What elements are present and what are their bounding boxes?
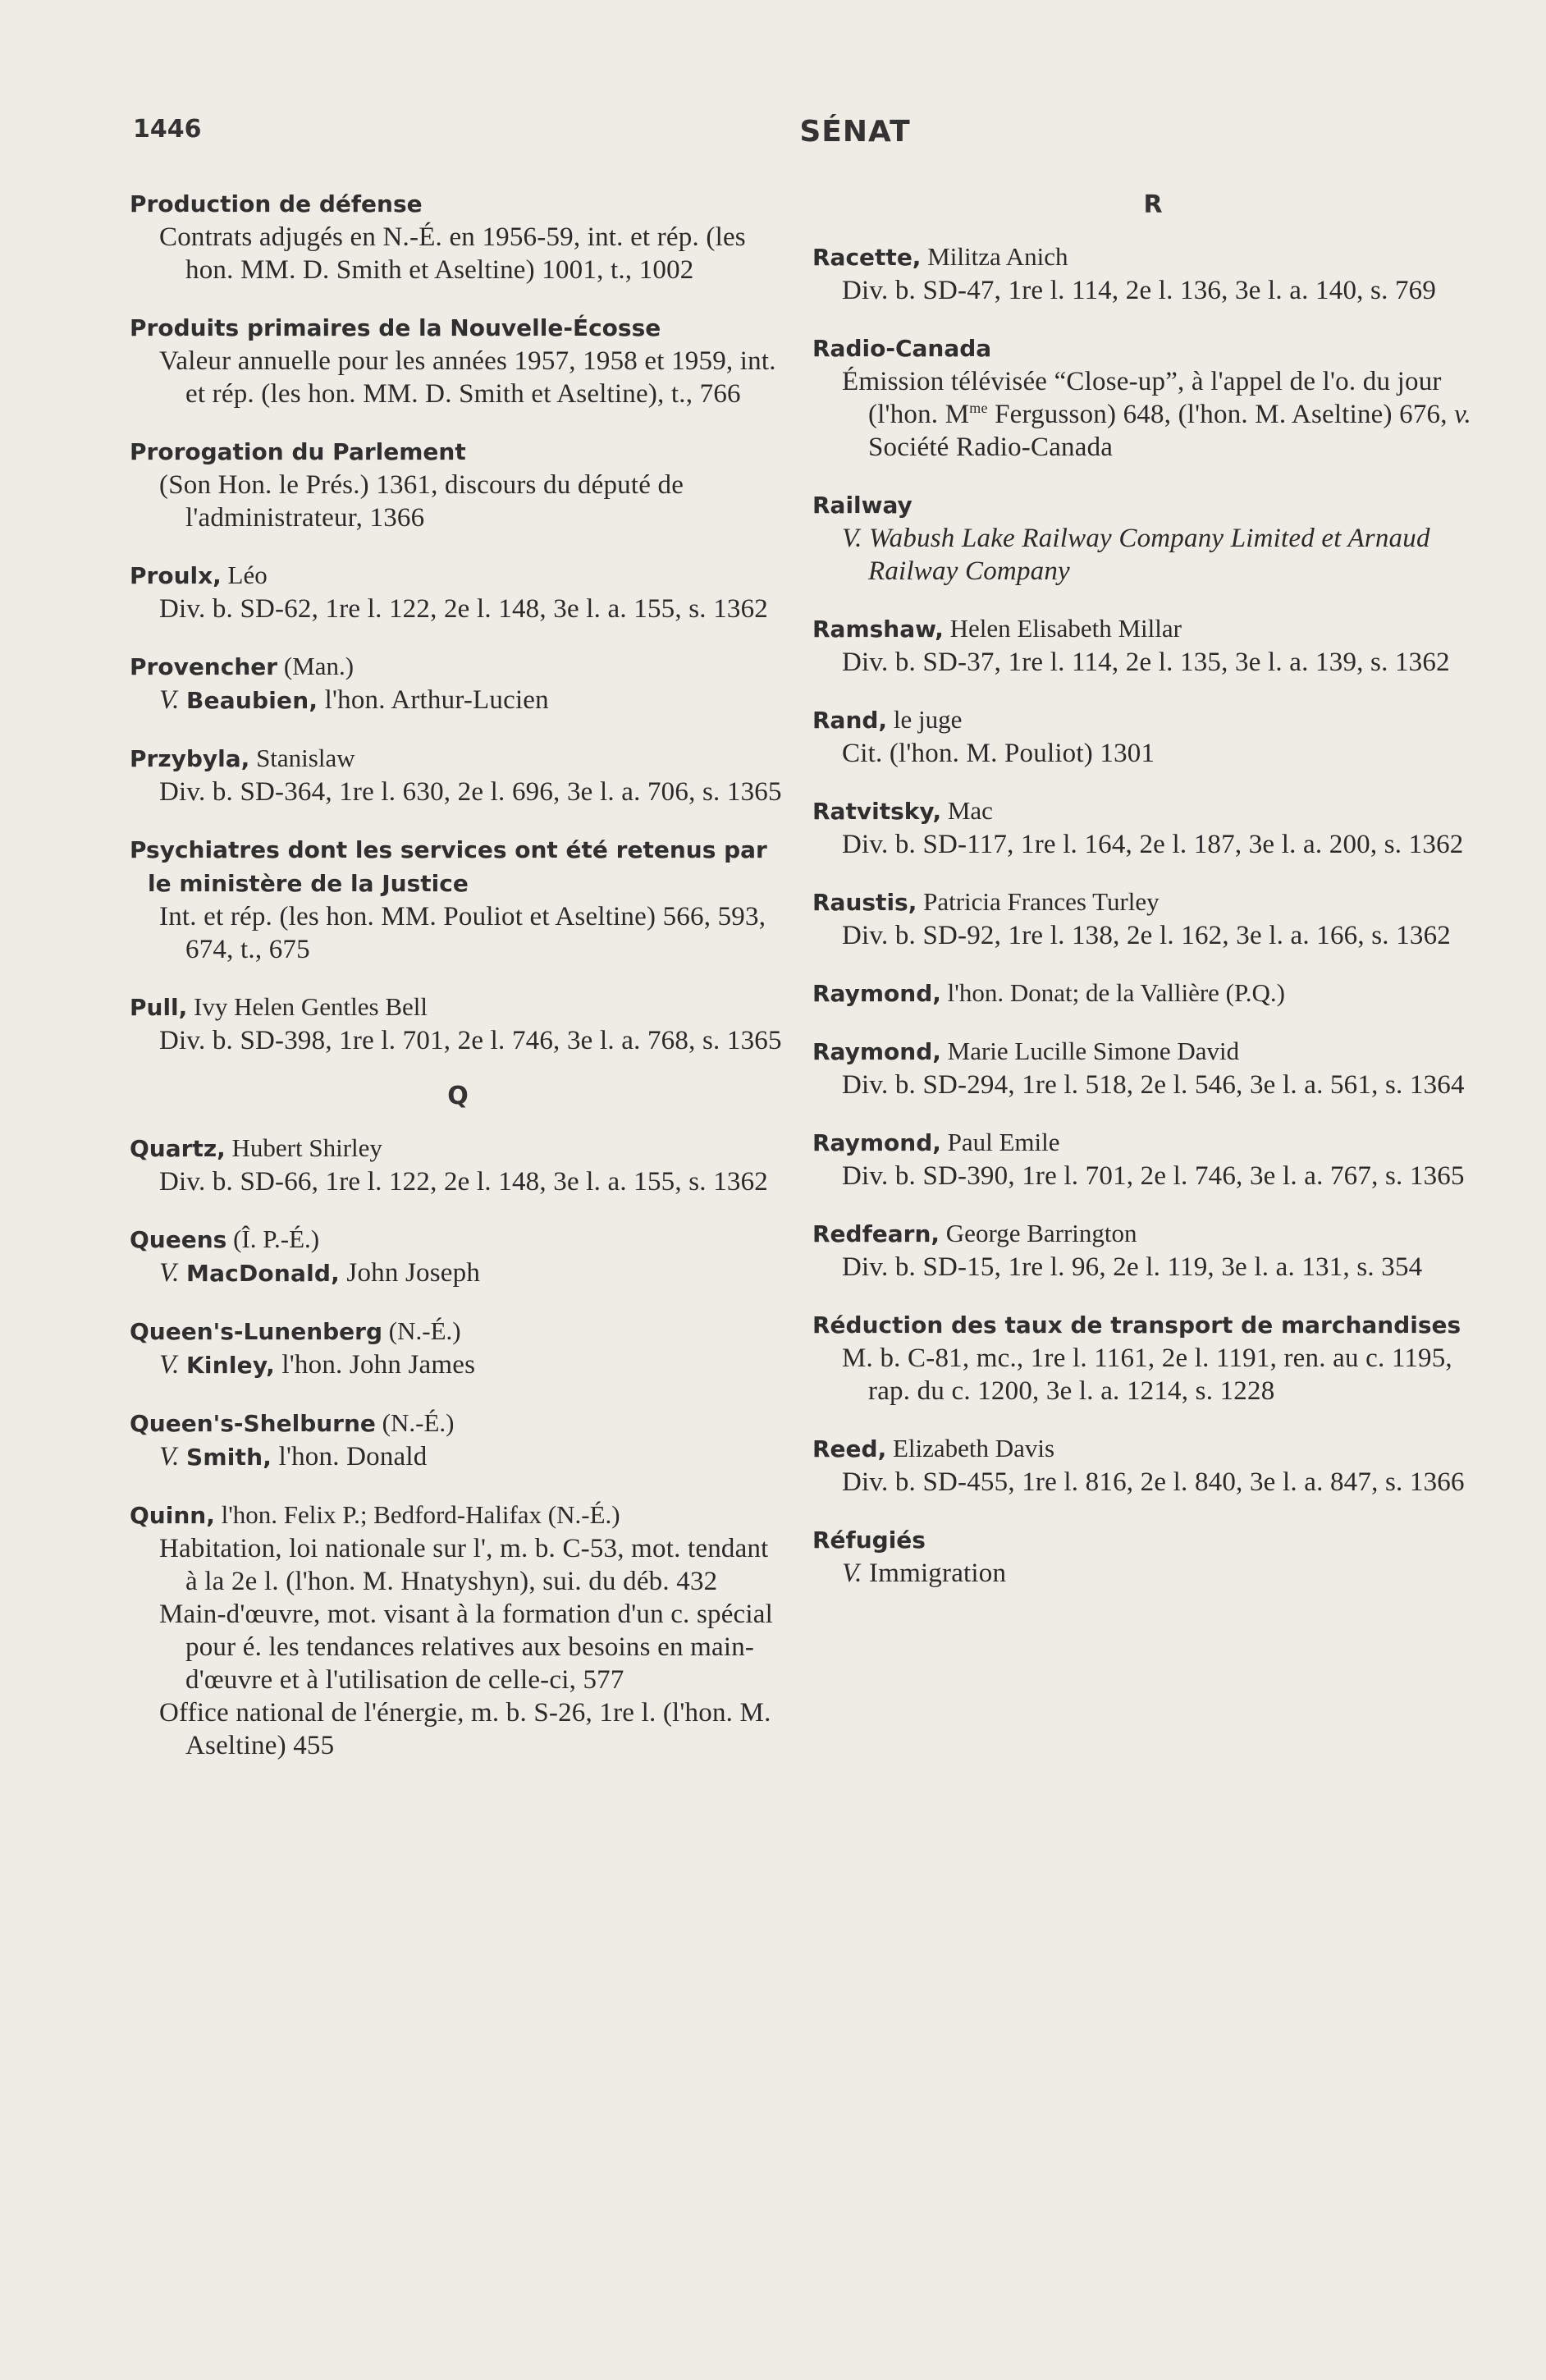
entry-heading: Redfearn, (812, 1220, 940, 1247)
entry-line: Div. b. SD-47, 1re l. 114, 2e l. 136, 3e l. a. 140, s. 769 (842, 276, 1437, 305)
cross-reference-name: MacDonald, (186, 1260, 340, 1287)
cross-reference-rest: l'hon. John James (274, 1350, 476, 1380)
entry-heading: Ratvitsky, (812, 798, 942, 825)
cross-reference-name: Beaubien, (186, 687, 318, 714)
cross-reference-name: Immigration (862, 1558, 1007, 1588)
running-title: SÉNAT (799, 115, 911, 149)
cross-reference-name: Smith, (186, 1444, 272, 1471)
see-label: V. (842, 1558, 862, 1588)
cross-reference (812, 1557, 1493, 1590)
entry-heading: Production de défense (130, 190, 423, 217)
entry-heading-name: l'hon. Felix P.; Bedford-Halifax (N.-É.) (214, 1500, 620, 1529)
see-label: V. (159, 1350, 180, 1380)
entry-heading: Radio-Canada (812, 335, 992, 362)
entry-heading: Rand, (812, 707, 888, 734)
entry-heading-name: (Î. P.-É.) (226, 1224, 320, 1253)
entry-line: Valeur annuelle pour les années 1957, 1958 et 1959, int. et rép. (les hon. MM. D. Smith et Aseltine), t., 766 (159, 346, 776, 409)
right-column (812, 187, 1493, 1614)
index-entry (130, 1315, 786, 1382)
entry-heading: Queen's-Shelburne (130, 1410, 376, 1437)
entry-heading: Reed, (812, 1435, 887, 1462)
index-entry (812, 1126, 1493, 1192)
entry-line: Div. b. SD-364, 1re l. 630, 2e l. 696, 3e l. a. 706, s. 1365 (159, 777, 782, 807)
entry-heading: Ramshaw, (812, 616, 944, 643)
entry-heading-name: Léo (221, 561, 268, 589)
index-entry (130, 742, 786, 808)
index-entry (130, 991, 786, 1057)
index-entry (812, 1432, 1493, 1499)
entry-heading: Proulx, (130, 562, 222, 589)
section-letter: Q (447, 1082, 469, 1110)
cross-reference-rest: John Joseph (339, 1258, 481, 1288)
entry-heading: Provencher (130, 653, 278, 680)
entry-heading-name: Elizabeth Davis (886, 1434, 1055, 1462)
cross-reference-rest: l'hon. Donald (272, 1442, 428, 1471)
entry-heading: Queens (130, 1226, 227, 1253)
entry-line: Div. b. SD-117, 1re l. 164, 2e l. 187, 3e l. a. 200, s. 1362 (842, 830, 1464, 859)
page-header (133, 115, 1479, 156)
index-entry (812, 794, 1493, 861)
index-entry (130, 833, 786, 966)
entry-heading-name: Marie Lucille Simone David (940, 1037, 1240, 1065)
section-letter: R (1143, 190, 1163, 219)
entry-line: M. b. C-81, mc., 1re l. 1161, 2e l. 1191, ren. au c. 1195, rap. du c. 1200, 3e l. a. 1214, s. 1228 (842, 1343, 1452, 1406)
entry-line: Div. b. SD-92, 1re l. 138, 2e l. 162, 3e l. a. 166, s. 1362 (842, 921, 1452, 950)
entry-heading-name: le juge (887, 705, 963, 734)
page-number: 1446 (133, 115, 202, 144)
entry-line: Div. b. SD-15, 1re l. 96, 2e l. 119, 3e l. a. 131, s. 354 (842, 1252, 1423, 1282)
superscript: me (969, 400, 988, 416)
index-entry (130, 435, 786, 534)
entry-heading-name: Patricia Frances Turley (917, 887, 1160, 916)
entry-heading-name: (N.-É.) (375, 1408, 455, 1437)
entry-text: Émission télévisée “Close-up”, à l'appel de l'o. du jour (l'hon. M (842, 367, 1442, 429)
index-entry (130, 1499, 786, 1762)
entry-heading: Prorogation du Parlement (130, 438, 466, 465)
index-entry (812, 886, 1493, 952)
entry-line: Cit. (l'hon. M. Pouliot) 1301 (842, 739, 1155, 768)
entry-line: Div. b. SD-294, 1re l. 518, 2e l. 546, 3e l. a. 561, s. 1364 (842, 1070, 1465, 1100)
entry-heading: Queen's-Lunenberg (130, 1318, 383, 1345)
entry-line: Int. et rép. (les hon. MM. Pouliot et Aseltine) 566, 593, 674, t., 675 (159, 902, 766, 964)
entry-heading-name: Militza Anich (921, 242, 1068, 271)
cross-reference (130, 1440, 786, 1474)
entry-heading-name: Mac (941, 796, 993, 825)
index-entry (812, 332, 1493, 464)
index-entry (812, 488, 1493, 588)
index-entry (812, 240, 1493, 307)
entry-heading-name: (N.-É.) (382, 1316, 461, 1345)
entry-line: Div. b. SD-455, 1re l. 816, 2e l. 840, 3e l. a. 847, s. 1366 (842, 1467, 1465, 1497)
entry-heading: Raymond, (812, 980, 941, 1007)
entry-line: Contrats adjugés en N.-É. en 1956-59, int. et rép. (les hon. MM. D. Smith et Aseltine) 1001, t., 1002 (159, 222, 746, 285)
entry-line: Div. b. SD-398, 1re l. 701, 2e l. 746, 3e l. a. 768, s. 1365 (159, 1026, 782, 1055)
index-entry (130, 650, 786, 717)
index-entry (812, 1308, 1493, 1407)
see-label: V. (159, 685, 180, 715)
entry-line: Main-d'œuvre, mot. visant à la formation d'un c. spécial pour é. les tendances relatives aux besoins en main-d'œuvre et à l'utilisation de celle-ci, 577 (159, 1600, 773, 1695)
entry-heading: Psychiatres dont les services ont été retenus par le ministère de la Justice (130, 836, 767, 897)
entry-heading-name: (Man.) (277, 652, 354, 680)
entry-heading: Réfugiés (812, 1526, 926, 1554)
entry-heading-name: George Barrington (940, 1219, 1137, 1247)
entry-heading: Railway (812, 492, 913, 519)
entry-heading: Quinn, (130, 1502, 215, 1529)
entry-line: Div. b. SD-390, 1re l. 701, 2e l. 746, 3e l. a. 767, s. 1365 (842, 1161, 1465, 1191)
entry-heading: Quartz, (130, 1135, 226, 1162)
entry-line: Habitation, loi nationale sur l', m. b. C-53, mot. tendant à la 2e l. (l'hon. M. Hnatyshyn), sui. du déb. 432 (159, 1534, 769, 1596)
index-entry (812, 1523, 1493, 1590)
entry-heading: Raymond, (812, 1129, 941, 1156)
entry-heading: Raymond, (812, 1038, 941, 1065)
cross-reference: V. Wabush Lake Railway Company Limited et Arnaud Railway Company (842, 524, 1430, 586)
entry-heading-name: Paul Emile (940, 1128, 1060, 1156)
index-entry (812, 977, 1493, 1010)
index-entry (812, 1035, 1493, 1101)
entry-heading: Racette, (812, 244, 922, 271)
entry-line: (Son Hon. le Prés.) 1361, discours du député de l'administrateur, 1366 (159, 470, 684, 533)
cross-reference (130, 1348, 786, 1382)
index-entry (130, 559, 786, 625)
entry-heading: Réduction des taux de transport de marchandises (812, 1311, 1461, 1339)
entry-line: Div. b. SD-66, 1re l. 122, 2e l. 148, 3e l. a. 155, s. 1362 (159, 1167, 769, 1197)
index-entry (130, 1132, 786, 1198)
entry-line (812, 365, 1493, 464)
entry-heading: Produits primaires de la Nouvelle-Écosse (130, 314, 661, 341)
see-also-label: v. (1454, 400, 1472, 429)
entry-text: Fergusson) 648, (l'hon. M. Aseltine) 676, (987, 400, 1455, 429)
index-entry (812, 1217, 1493, 1284)
entry-heading: Przybyla, (130, 745, 250, 772)
index-entry (812, 612, 1493, 679)
index-entry (130, 311, 786, 410)
see-label: V. (159, 1442, 180, 1471)
cross-reference-rest: l'hon. Arthur-Lucien (318, 685, 549, 715)
entry-heading: Pull, (130, 994, 188, 1021)
index-entry (130, 187, 786, 286)
entry-heading-name: Ivy Helen Gentles Bell (187, 992, 428, 1021)
entry-line: Office national de l'énergie, m. b. S-26, 1re l. (l'hon. M. Aseltine) 455 (159, 1698, 771, 1760)
cross-reference (130, 1256, 786, 1290)
entry-heading-name: Stanislaw (249, 744, 355, 772)
index-entry (130, 1407, 786, 1474)
see-label: V. (159, 1258, 180, 1288)
cross-reference-name: Kinley, (186, 1352, 275, 1379)
entry-heading-name: Helen Elisabeth Millar (943, 614, 1182, 643)
entry-line: Div. b. SD-62, 1re l. 122, 2e l. 148, 3e l. a. 155, s. 1362 (159, 594, 769, 624)
entry-text: Société Radio-Canada (868, 433, 1114, 462)
entry-heading-name: l'hon. Donat; de la Vallière (P.Q.) (940, 978, 1285, 1007)
entry-line: Div. b. SD-37, 1re l. 114, 2e l. 135, 3e l. a. 139, s. 1362 (842, 648, 1450, 677)
left-column (130, 187, 786, 1787)
cross-reference (130, 684, 786, 717)
entry-heading-name: Hubert Shirley (225, 1133, 382, 1162)
index-entry (130, 1223, 786, 1290)
index-entry (812, 703, 1493, 770)
entry-heading: Raustis, (812, 889, 917, 916)
